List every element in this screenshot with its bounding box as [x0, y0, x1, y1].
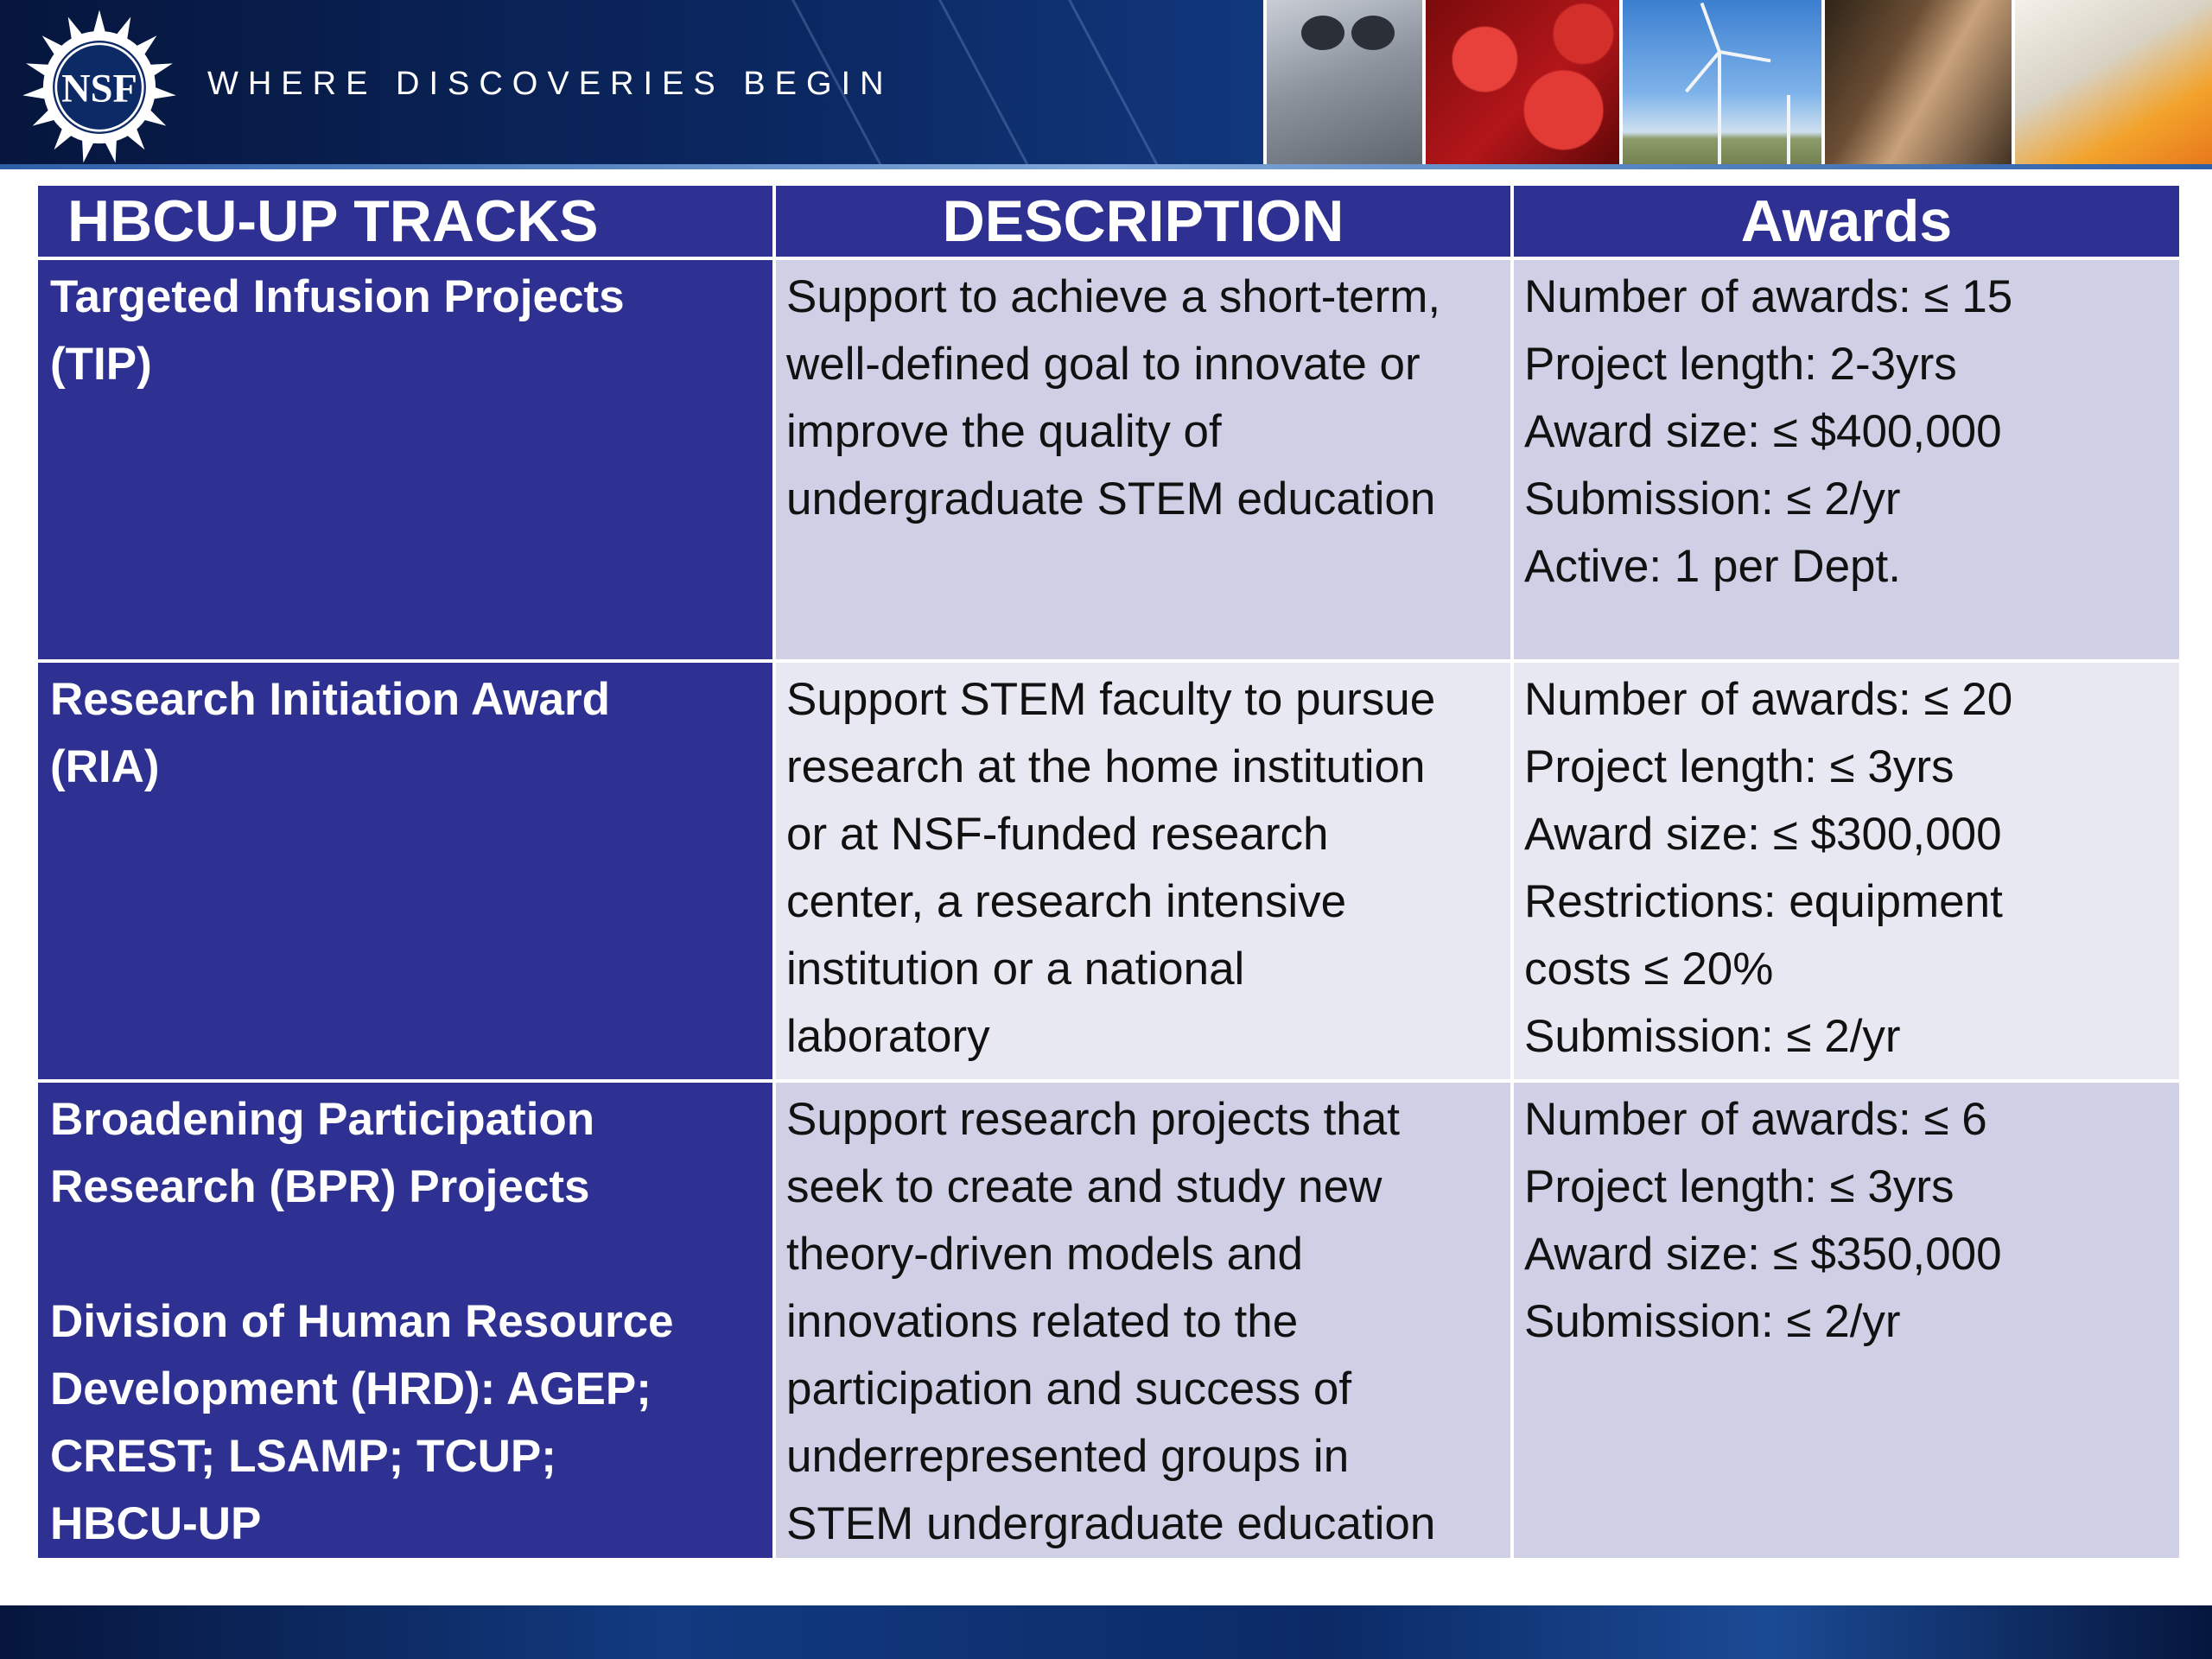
track-note-line: CREST; LSAMP; TCUP; [50, 1431, 556, 1482]
awards-cell [1514, 1083, 2179, 1558]
photo-students-lab [1821, 0, 2015, 169]
column-header-description: DESCRIPTION [776, 186, 1510, 257]
nsf-logo [19, 7, 180, 168]
table-header-row [38, 186, 2179, 257]
column-header-tracks: HBCU-UP TRACKS [38, 186, 772, 257]
description-line: Support STEM faculty to pursue [786, 674, 1436, 725]
footer-band [0, 1605, 2212, 1659]
award-detail: Award size: ≤ $400,000 [1524, 406, 2002, 457]
track-note-line: Development (HRD): AGEP; [50, 1363, 652, 1414]
track-cell [38, 260, 772, 659]
table-row-bpr [38, 1083, 2179, 1558]
award-detail: Award size: ≤ $350,000 [1524, 1229, 2002, 1280]
description-cell [776, 1083, 1510, 1558]
award-detail: Restrictions: equipment [1524, 876, 2003, 927]
description-line: Support research projects that [786, 1094, 1400, 1145]
photo-scientist-flask [2012, 0, 2212, 169]
description-line: seek to create and study new [786, 1161, 1382, 1212]
description-line: Support to achieve a short-term, [786, 271, 1441, 322]
track-name-line: Research Initiation Award [50, 674, 610, 725]
awards-cell [1514, 260, 2179, 659]
track-name-line: Broadening Participation [50, 1094, 595, 1145]
description-line: STEM undergraduate education [786, 1498, 1436, 1549]
award-detail: Project length: 2-3yrs [1524, 339, 1957, 390]
description-cell [776, 663, 1510, 1079]
award-detail: Project length: ≤ 3yrs [1524, 741, 1955, 792]
description-line: well-defined goal to innovate or [786, 339, 1421, 390]
track-name-line: (RIA) [50, 741, 160, 792]
table-row-ria [38, 663, 2179, 1079]
description-line: underrepresented groups in [786, 1431, 1350, 1482]
award-detail: Number of awards: ≤ 15 [1524, 271, 2013, 322]
hbcu-up-tracks-table [35, 182, 2183, 1561]
description-line: research at the home institution [786, 741, 1426, 792]
award-detail: Submission: ≤ 2/yr [1524, 1011, 1901, 1062]
award-detail: Project length: ≤ 3yrs [1524, 1161, 1955, 1212]
track-note-line: HBCU-UP [50, 1498, 262, 1549]
track-note-line: Division of Human Resource [50, 1296, 674, 1347]
table-row-tip [38, 260, 2179, 659]
award-detail: Active: 1 per Dept. [1524, 541, 1901, 592]
track-name-line: Targeted Infusion Projects [50, 271, 625, 322]
award-detail: Submission: ≤ 2/yr [1524, 1296, 1901, 1347]
description-cell [776, 260, 1510, 659]
photo-brain-scan-equipment [1263, 0, 1426, 169]
description-line: improve the quality of [786, 406, 1222, 457]
banner-light-streak [929, 0, 1061, 169]
award-detail: Award size: ≤ $300,000 [1524, 809, 2002, 860]
track-name-line: Research (BPR) Projects [50, 1161, 590, 1212]
track-cell [38, 1083, 772, 1558]
award-detail: Submission: ≤ 2/yr [1524, 474, 1901, 524]
column-header-awards: Awards [1514, 186, 2179, 257]
spacer [50, 1221, 762, 1288]
description-line: center, a research intensive [786, 876, 1347, 927]
tagline: WHERE DISCOVERIES BEGIN [207, 66, 893, 102]
banner-light-streak [1058, 0, 1191, 169]
header-banner [0, 0, 2212, 169]
description-line: innovations related to the [786, 1296, 1299, 1347]
track-name-line: (TIP) [50, 339, 152, 390]
photo-wind-turbines [1619, 0, 1825, 169]
description-line: laboratory [786, 1011, 990, 1062]
track-cell [38, 663, 772, 1079]
awards-cell [1514, 663, 2179, 1079]
description-line: undergraduate STEM education [786, 474, 1436, 524]
award-detail: Number of awards: ≤ 6 [1524, 1094, 1987, 1145]
award-detail: Number of awards: ≤ 20 [1524, 674, 2013, 725]
description-line: or at NSF-funded research [786, 809, 1329, 860]
award-detail: costs ≤ 20% [1524, 944, 1774, 995]
description-line: institution or a national [786, 944, 1245, 995]
description-line: participation and success of [786, 1363, 1352, 1414]
photo-blood-cells [1422, 0, 1623, 169]
nsf-logo-text: NSF [61, 67, 137, 111]
description-line: theory-driven models and [786, 1229, 1304, 1280]
